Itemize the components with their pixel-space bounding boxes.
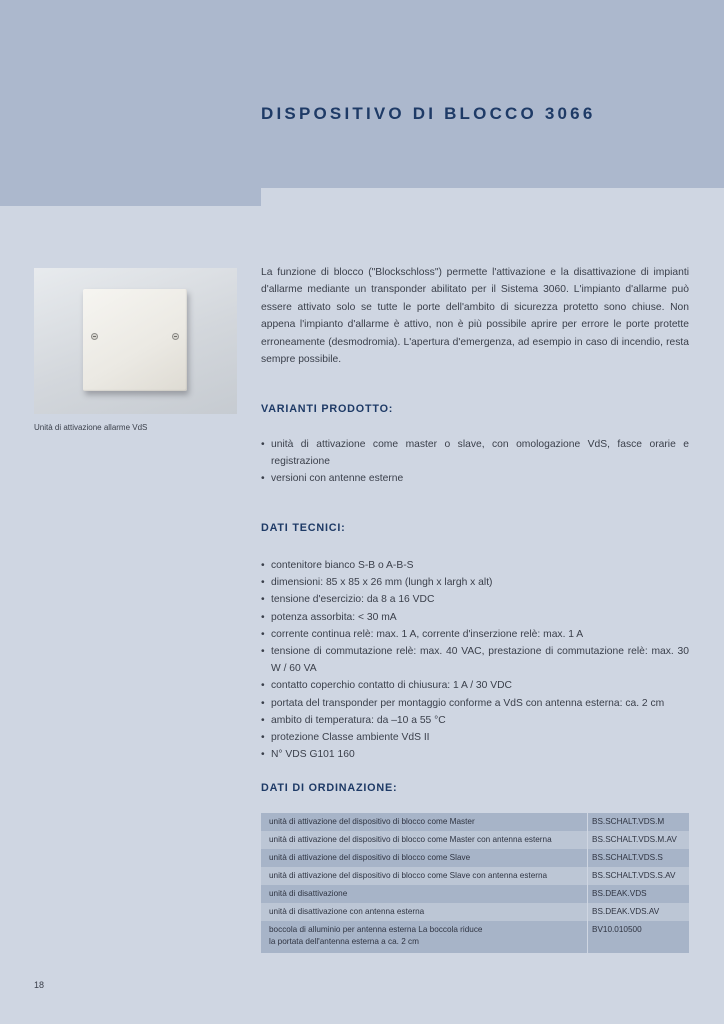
order-description: unità di attivazione del dispositivo di blocco come Master con antenna esterna [261, 831, 588, 849]
device-plate [83, 289, 187, 391]
order-description: unità di attivazione del dispositivo di blocco come Slave con antenna esterna [261, 867, 588, 885]
order-code: BS.DEAK.VDS [588, 885, 690, 903]
list-item: • contenitore bianco S-B o A-B-S [261, 557, 689, 574]
order-description-line: boccola di alluminio per antenna esterna La boccola riduce [269, 925, 483, 934]
intro-paragraph: La funzione di blocco ("Blockschloss") permette l'attivazione e la disattivazione di impianti d'allarme mediante un transponder abilitato per il Sistema 3060. L'impianto d'allarme può essere attivato solo se tutte le porte dell'ambito di sicurezza protetto sono chiuse. Non appena l'impianto d'allarme è attivo, non è più possibile aprire per errore le porte protette erroneamente (desmodromia). L'apertura d'emergenza, ad esempio in caso di incendio, resta sempre possibile. [261, 267, 689, 366]
list-item: • unità di attivazione come master o slave, con omologazione VdS, fasce orarie e registrazione [261, 436, 689, 470]
product-photo [34, 268, 237, 414]
list-item: • tensione d'esercizio: da 8 a 16 VDC [261, 591, 689, 608]
order-description-line: la portata dell'antenna esterna a ca. 2 cm [269, 937, 419, 946]
dati-tecnici-list [261, 557, 689, 763]
list-item: • protezione Classe ambiente VdS II [261, 729, 689, 746]
order-code: BV10.010500 [588, 921, 690, 953]
list-item: • corrente continua relè: max. 1 A, corrente d'inserzione relè: max. 1 A [261, 626, 689, 643]
order-code: BS.SCHALT.VDS.M [588, 813, 690, 831]
photo-caption: Unità di attivazione allarme VdS [34, 423, 148, 432]
order-description: unità di disattivazione con antenna esterna [261, 903, 588, 921]
order-description: unità di disattivazione [261, 885, 588, 903]
list-item: • potenza assorbita: < 30 mA [261, 609, 689, 626]
page-number: 18 [34, 980, 45, 990]
page-title: DISPOSITIVO DI BLOCCO 3066 [261, 104, 596, 123]
table-row [261, 867, 689, 885]
table-row [261, 831, 689, 849]
list-item: • N° VDS G101 160 [261, 746, 689, 763]
list-item: • tensione di commutazione relè: max. 40 VAC, prestazione di commutazione relè: max. 30 W / 60 VA [261, 643, 689, 677]
header-notch [0, 188, 261, 206]
list-item: • dimensioni: 85 x 85 x 26 mm (lungh x largh x alt) [261, 574, 689, 591]
order-code: BS.SCHALT.VDS.S.AV [588, 867, 690, 885]
ordinazione-heading: DATI DI ORDINAZIONE: [261, 782, 398, 794]
table-row [261, 813, 689, 831]
table-row [261, 921, 689, 953]
order-code: BS.SCHALT.VDS.M.AV [588, 831, 690, 849]
list-item: • ambito di temperatura: da –10 a 55 °C [261, 712, 689, 729]
order-description [261, 921, 588, 953]
varianti-list [261, 436, 689, 488]
header-band [0, 0, 724, 188]
list-item: • portata del transponder per montaggio conforme a VdS con antenna esterna: ca. 2 cm [261, 695, 689, 712]
order-description: unità di attivazione del dispositivo di blocco come Slave [261, 849, 588, 867]
table-row [261, 903, 689, 921]
order-code: BS.DEAK.VDS.AV [588, 903, 690, 921]
dati-tecnici-heading: DATI TECNICI: [261, 522, 346, 534]
varianti-heading: VARIANTI PRODOTTO: [261, 403, 394, 415]
order-description: unità di attivazione del dispositivo di blocco come Master [261, 813, 588, 831]
order-code: BS.SCHALT.VDS.S [588, 849, 690, 867]
table-row [261, 885, 689, 903]
screw-icon [91, 333, 98, 340]
screw-icon [172, 333, 179, 340]
order-table [261, 813, 689, 953]
list-item: • contatto coperchio contatto di chiusura: 1 A / 30 VDC [261, 677, 689, 694]
table-row [261, 849, 689, 867]
list-item: • versioni con antenne esterne [261, 470, 689, 487]
